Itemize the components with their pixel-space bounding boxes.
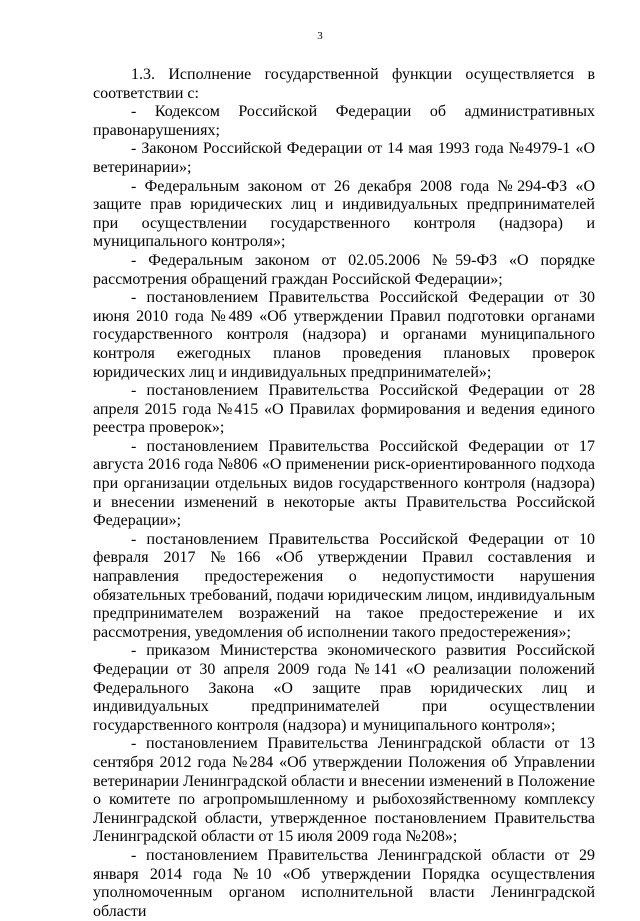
paragraph-resolution-489: - постановлением Правительства Российской Федерации от 30 июня 2010 года №489 «Об утверждении Правил подготовки органами государственного контроля (надзора) и органами муниципального контроля ежегодных планов проведения плановых проверок юридических лиц и индивидуальных предпринимателей»;: [93, 289, 595, 381]
paragraph-federal-law-59: - Федеральным законом от 02.05.2006 №59-ФЗ «О порядке рассмотрения обращений граждан Российской Федерации»;: [93, 251, 595, 288]
paragraph-resolution-166: - постановлением Правительства Российской Федерации от 10 февраля 2017 №166 «Об утверждении Правил составления и направления предостережения о недопустимости нарушения обязательных требований, подачи юридическим лицом, индивидуальным предпринимателем возражений на такое предостережение и их рассмотрения, уведомления об исполнении такого предостережения»;: [93, 530, 595, 641]
paragraph-section-1-3: 1.3. Исполнение государственной функции осуществляется в соответствии с:: [93, 66, 595, 102]
paragraph-federal-law-294: - Федеральным законом от 26 декабря 2008 года №294-ФЗ «О защите прав юридических лиц и индивидуальных предпринимателей при осуществлении государственного контроля (надзора) и муниципального контроля»;: [93, 177, 595, 251]
paragraph-resolution-806: - постановлением Правительства Российской Федерации от 17 августа 2016 года №806 «О применении риск-ориентированного подхода при организации отдельных видов государственного контроля (надзора) и внесении изменений в некоторые акты Правительства Российской Федерации»;: [93, 437, 595, 530]
paragraph-resolution-284: - постановлением Правительства Ленинградской области от 13 сентября 2012 года №284 «Об утверждении Положения об Управлении ветеринарии Ленинградской области и внесении изменений в Положение о комитете по агропромышленному и рыбохозяйственному комплексу Ленинградской области, утвержденное постановлением Правительства Ленинградской области от 15 июля 2009 года №208»;: [93, 735, 595, 846]
page-number: 3: [317, 30, 323, 42]
document-body: [93, 66, 595, 921]
paragraph-resolution-415: - постановлением Правительства Российской Федерации от 28 апреля 2015 года №415 «О Правилах формирования и ведения единого реестра проверок»;: [93, 382, 595, 437]
paragraph-resolution-10: - постановлением Правительства Ленинградской области от 29 января 2014 года №10 «Об утверждении Порядка осуществления уполномоченным органом исполнительной власти Ленинградской области: [93, 846, 595, 920]
paragraph-koap: - Кодексом Российской Федерации об административных правонарушениях;: [93, 103, 595, 139]
paragraph-order-141: - приказом Министерства экономического развития Российской Федерации от 30 апреля 2009 года №141 «О реализации положений Федерального Закона «О защите прав юридических лиц и индивидуальных предпринимателей при осуществлении государственного контроля (надзора) и муниципального контроля»;: [93, 642, 595, 734]
paragraph-law-veterinary: - Законом Российской Федерации от 14 мая 1993 года №4979-1 «О ветеринарии»;: [93, 140, 595, 176]
